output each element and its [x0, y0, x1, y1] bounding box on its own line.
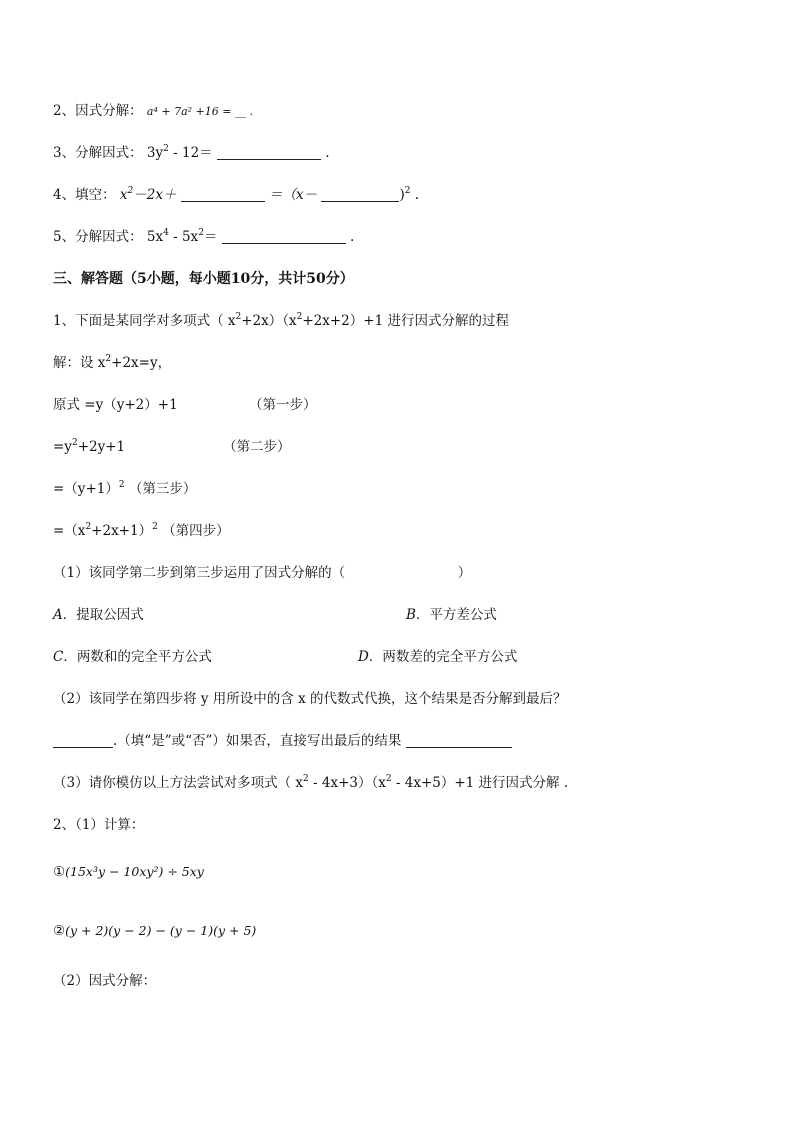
solution-step-3: $=(y+1)^2$ （第三步）: [53, 480, 197, 497]
calc-2: ②(y + 2)(y − 2) − (y − 1)(y + 5): [53, 923, 257, 939]
problem-2-sub-2: （2）因式分解：: [53, 973, 157, 989]
question-4-expr-a: $x^2$: [119, 186, 134, 203]
option-a[interactable]: A．提取公因式: [53, 607, 144, 623]
question-4-label: 4、填空：: [53, 187, 116, 203]
step-2-note: （第二步）: [223, 439, 291, 455]
answer-blank-yes-no[interactable]: [53, 735, 113, 748]
question-2: [53, 102, 253, 121]
sub-question-2: （2）该同学在第四步将 y 用所设中的含 x 的代数式代换，这个结果是否分解到最后？: [53, 691, 567, 707]
question-4: [53, 186, 419, 204]
solution-substitution: 解：设 $x^2+2x=y$，: [53, 354, 172, 371]
step-1-note: （第一步）: [249, 397, 317, 413]
answer-blank-q3[interactable]: [217, 147, 321, 160]
period: .: [325, 145, 330, 161]
solution-step-1: [53, 396, 317, 414]
answer-blank-q4-1[interactable]: [181, 189, 265, 202]
question-4-expr-d: )$^2$: [399, 186, 411, 203]
solution-step-2: [53, 438, 291, 456]
question-2-label: 2、因式分解：: [53, 103, 143, 119]
period: .: [414, 187, 420, 203]
question-2-expression: a⁴ + 7a² +16 = __ .: [146, 105, 253, 118]
step-2-expression: $=y^2+2y+1$: [53, 438, 126, 455]
answer-blank-q5[interactable]: [222, 231, 346, 244]
sub-question-3: （3）请你模仿以上方法尝试对多项式（ $x^2 - 4x+3)(x^2 - 4x+5)+1$ 进行因式分解 .: [53, 774, 569, 791]
problem-2-heading: 2、（1）计算：: [53, 817, 145, 833]
solution-step-4: $=(x^2+2x+1)^2$ （第四步）: [53, 522, 230, 539]
option-d[interactable]: D．两数差的完全平方公式: [358, 649, 518, 665]
question-5: [53, 228, 354, 246]
section-3-heading: 三、解答题（5小题，每小题10分，共计50分）: [53, 271, 354, 287]
answer-blank-q4-2[interactable]: [321, 189, 399, 202]
question-4-expr-b: －2x＋: [133, 187, 177, 203]
step-1-expression: 原式 =y（y+2）+1: [53, 397, 178, 413]
question-5-expression: $5x^4 - 5x^2=$: [146, 228, 218, 245]
question-3: [53, 144, 330, 162]
sub-question-1: （1）该同学第二步到第三步运用了因式分解的（ ）: [53, 565, 472, 581]
answer-blank-final-result[interactable]: [406, 735, 512, 748]
calc-1: ①(15x³y − 10xy²) ÷ 5xy: [53, 864, 204, 880]
period: .: [350, 229, 355, 245]
question-3-label: 3、分解因式：: [53, 145, 143, 161]
option-c[interactable]: C．两数和的完全平方公式: [53, 649, 212, 665]
question-4-expr-c: ＝（x－: [269, 187, 318, 203]
sub-question-2-answer-line: .（填“是”或“否”）如果否，直接写出最后的结果: [53, 732, 512, 750]
problem-1-intro: 1、下面是某同学对多项式（ $x^2+2x)(x^2+2x+2)+1$ 进行因式分解的过程: [53, 312, 509, 329]
question-3-expression: $3y^2 - 12=$: [146, 144, 213, 161]
option-b[interactable]: B．平方差公式: [406, 607, 497, 623]
question-5-label: 5、分解因式：: [53, 229, 143, 245]
